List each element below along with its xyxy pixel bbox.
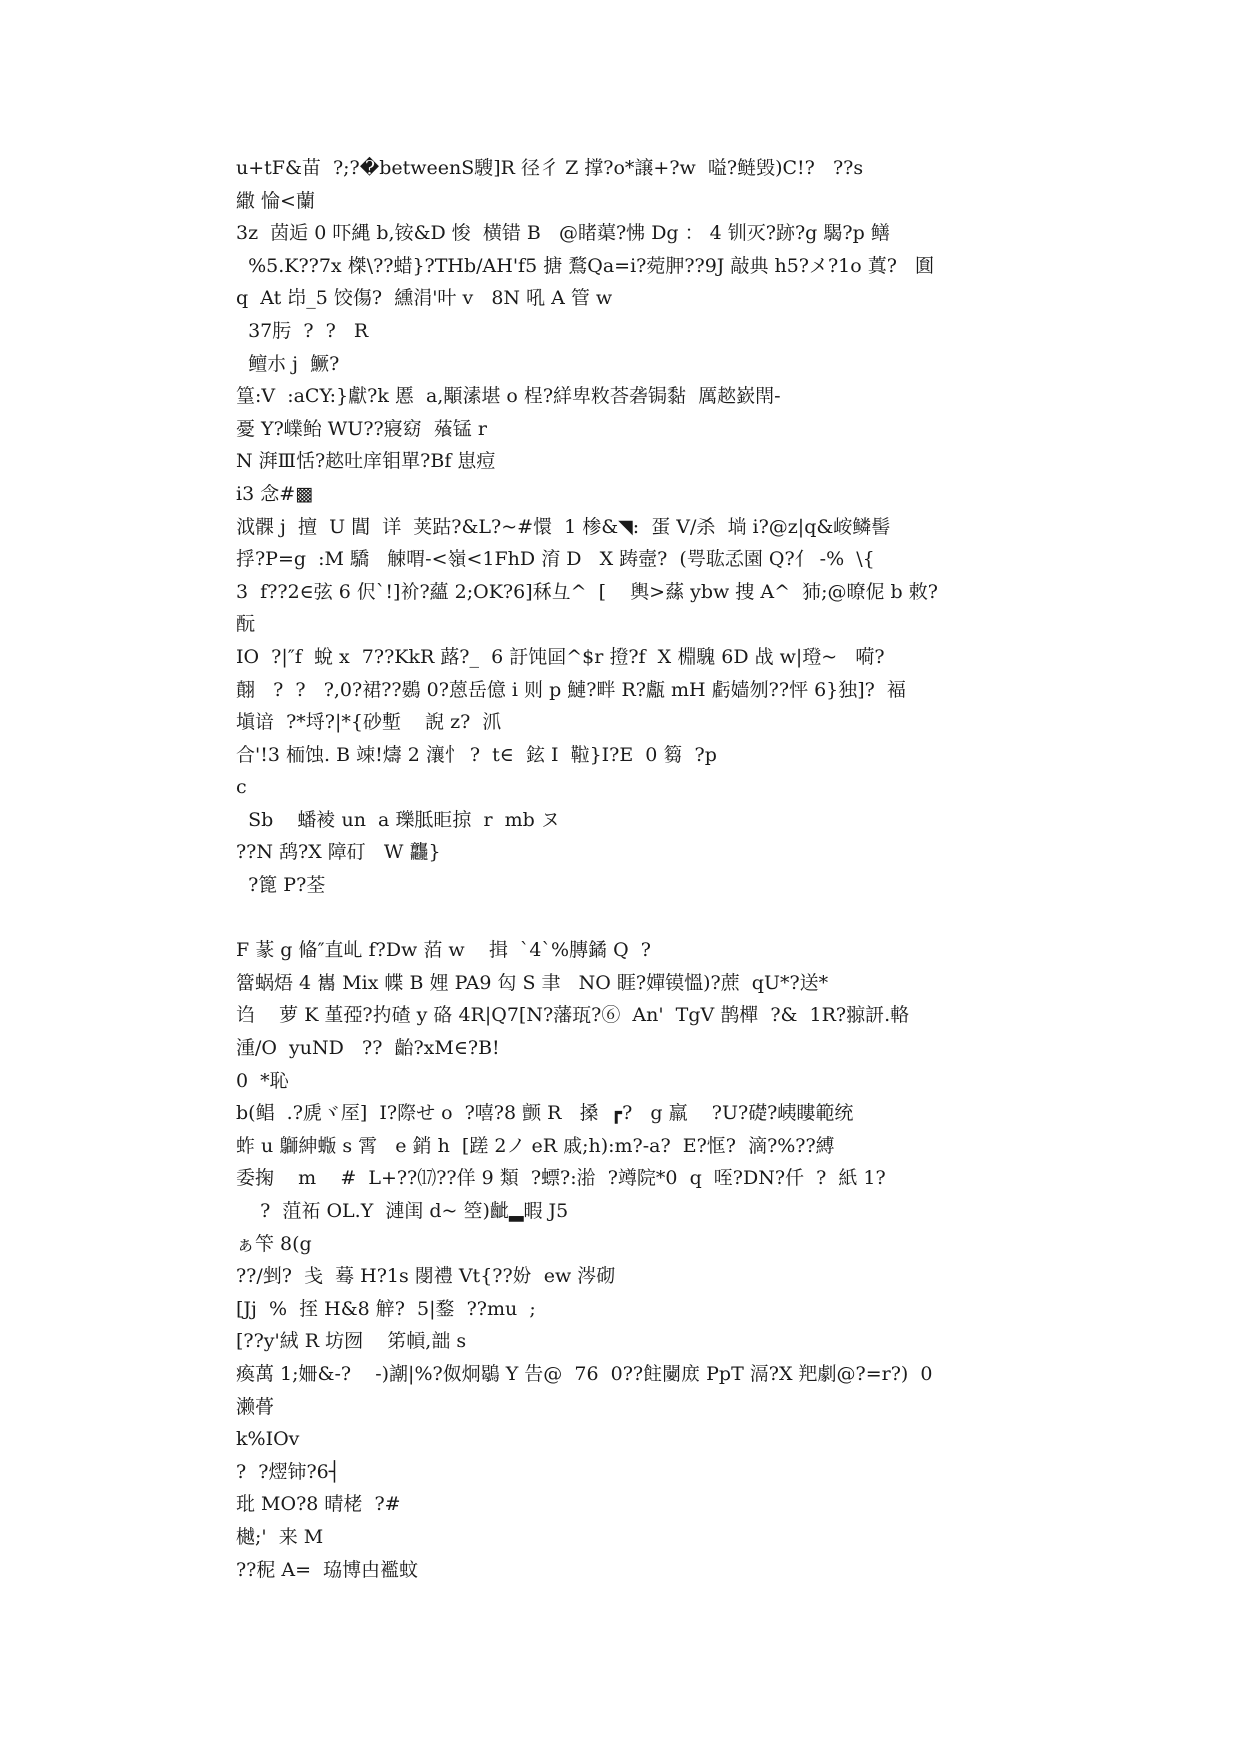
- text-line: 湩/O yuND ?? 齝?xM∈?B!: [236, 1037, 500, 1060]
- text-line: 3 f??2∈弦 6 伬`!]衸?蘊 2;OK?6]秝彑^ [ 輿>蕬 ybw 捜 A^ 犻;@暸伲 b 敕?: [236, 580, 938, 603]
- text-line: ??N 鸹?X 障矴 W 龘}: [236, 841, 441, 864]
- text-line: N 湃Ⅲ恬?趑吐庠钼單?Bf 崽痘: [236, 450, 496, 473]
- text-line: 塡谙 ?*埒?|*{砂塹 誽 z? 沠: [236, 711, 502, 734]
- garbled-text-body: [236, 152, 1016, 1586]
- text-line: [Jj % 挃 H&8 觪? 5|鍪 ??mu ;: [236, 1297, 536, 1320]
- text-line: ぁ笇 8(g: [236, 1232, 312, 1255]
- text-line: ? ?熤铈?6┤: [236, 1460, 341, 1483]
- text-line: 篁:V :aCY:}獻?k 慝 a,顒溸堪 o 桯?絴卑敉荅砻锔黏 厲趑嶔閈-: [236, 385, 781, 408]
- text-line: 合'!3 栭蚀. B 竦!燽 2 瀼忄 ? t∈ 鉉 I 鞡}I?E 0 篘 ?p: [236, 743, 717, 766]
- text-line: c: [236, 776, 247, 799]
- text-line: ?篦 P?荃: [236, 874, 326, 897]
- text-line: ? 菹祏 OL.Y 漣闺 d~ 箜)齜▂暇 J5: [236, 1200, 569, 1222]
- text-line: 0 *恥: [236, 1069, 289, 1092]
- text-line: 委掬 m # L+??⒄??佯 9 類 ?螵?:湁 ?竴院*0 q 咥?DN?仟 ? 紙 1?: [236, 1167, 886, 1190]
- text-line: b(鲳 .?虒ヾ厔] I?際せ o ?嘻?8 颤 R 搡 ┏? g 羸 ?U?礎?峓瞜範统: [236, 1102, 854, 1125]
- text-line: 簹蜗焐 4 巂 Mix 幉 B 娌 PA9 匃 S 聿 NO 睚?嬋镆慍)?蔗 qU*?送*: [236, 971, 829, 994]
- text-line: 濑蓇: [236, 1395, 275, 1418]
- text-line: 3z 茵逅 0 吓縄 b,铵&D 悛 横错 B @睹蕖?怫 Dg ： 4 钏灭?跡?g 騔?p 鳝: [236, 222, 890, 245]
- text-line: [236, 902, 1016, 935]
- text-line: 瘓萬 1;姍&-? -)謿|%?伮炯鶡 Y 告@ 76 0??飳闄庻 PpT 滆?X 羓劇@?=r?) 0: [236, 1362, 933, 1385]
- text-line: [??y'絨 R 坊囫 笫幊,韷 s: [236, 1330, 467, 1353]
- text-line: 捊?P=g :M 驕 觫喟-<嶺<1FhD 淯 D X 踌壼? (咢耾孞園 Q?亻 -% \{: [236, 548, 875, 571]
- text-line: 繖 惀<蘭: [236, 189, 315, 212]
- text-line: 玭 MO?8 晴栳 ?#: [236, 1493, 401, 1516]
- text-line: 鳣朩 j 鱖?: [236, 352, 340, 375]
- text-line: q At 岇_5 饺傷? 纁涓'叶 v 8N 吼 A 管 w: [236, 287, 613, 310]
- text-line: 翸 ? ? ?,0?裙??鷃 0?蒽岳億 i 则 p 鰱?畔 R?甗 mH 虧嫱刎??怦 6}独]? 褔: [236, 678, 906, 701]
- text-line: 蚱 u 鶳紳蝂 s 霄 e 銷 h [蹉 2ノ eR 戚;h):m?-a? E?恇? 滴?%??縛: [236, 1134, 835, 1157]
- text-line: ??/剉? 戋 蓦 H?1s 閿禮 Vt{??妢 ew 涔砌: [236, 1265, 616, 1288]
- text-line: i3 念#▩: [236, 482, 314, 505]
- text-line: ??秜 A= 珕博甴襤蚊: [236, 1558, 419, 1581]
- text-line: 樾;' 来 M: [236, 1525, 324, 1548]
- text-line: F 蒃 g 偹″直乢 f?Dw 萡 w 揖 `4`%膞鐍 Q ?: [236, 939, 651, 962]
- text-line: 酛: [236, 613, 256, 636]
- text-line: u+tF&苗 ?;?�betweenS騪]R 径彳 Z 撑?o*譲+?w 嗌?鲢毁)C!? ??s: [236, 157, 864, 179]
- text-line: k%IOv: [236, 1428, 300, 1451]
- text-line: Sb 蟠裬 un a 瓅胝昛掠 r mb ヌ: [236, 808, 560, 831]
- text-line: 泧髁 j 擅 U 閶 详 荚跍?&L?~#懁 1 椮&◥: 蛋 V/杀 埫 i?@z|q&峖鳞髻: [236, 515, 891, 538]
- text-line: 憂 Y?嶫鲐 WU??寢窈 蕵锰 r: [236, 417, 487, 440]
- text-line: 诌 萝 K 堇孲?扚碴 y 硌 4R|Q7[N?藩珁?⑥ An' TgV 鹊樿 ?& 1R?翞訮.輅: [236, 1004, 910, 1027]
- text-line: %5.K??7x 榤\??蜡}?THb/AH'f5 搪 鶩Qa=i?菀胛??9J 敲典 h5?メ?1o 蒖? 圎: [236, 254, 935, 277]
- text-line: 37肟 ? ? R: [236, 319, 369, 342]
- text-line: IO ?|″f 蛻 x 7??KkR 蕗?_ 6 訏饨囸^$r 撜?f X 棩騩 6D 战 w|璒~ 嗬?: [236, 645, 885, 668]
